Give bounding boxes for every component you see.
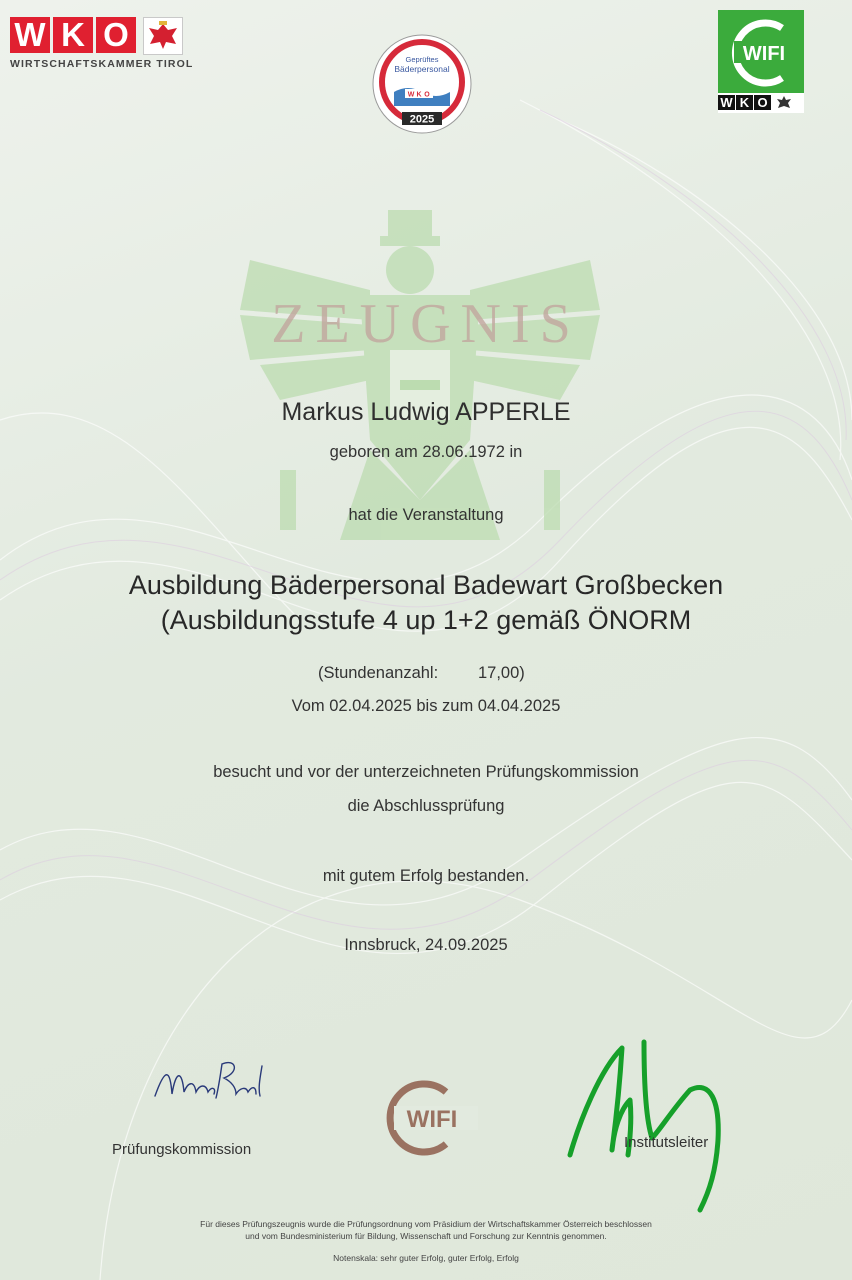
institute-head-label: Institutsleiter	[624, 1134, 709, 1151]
hours-value: 17,00)	[478, 664, 525, 682]
grading-scale: Notenskala: sehr guter Erfolg, guter Erfolg, Erfolg	[333, 1253, 519, 1263]
badge-wko-k: K	[416, 91, 422, 99]
certificate-title: ZEUGNIS	[271, 293, 581, 355]
badge-wko-w: W	[407, 91, 415, 99]
wifi-wko-w: W	[718, 95, 735, 110]
wifi-wko-o: O	[754, 95, 771, 110]
wifi-logo-text: WIFI	[742, 43, 786, 65]
badge-year: 2025	[409, 113, 435, 126]
course-line-2: (Ausbildungsstufe 4 up 1+2 gemäß ÖNORM	[160, 605, 692, 635]
hours-label: (Stundenanzahl:	[318, 664, 439, 682]
gepruefte-baederpersonal-badge	[372, 34, 472, 134]
course-line-1: Ausbildung Bäderpersonal Badewart Großbecken	[128, 570, 724, 600]
wko-letter-o: O	[96, 17, 136, 53]
wifi-seal	[374, 1078, 480, 1158]
wko-letter-w: W	[10, 17, 50, 53]
badge-middle-text: Bäderpersonal	[394, 64, 450, 74]
wifi-seal-text: WIFI	[406, 1106, 458, 1133]
date-range: Vom 02.04.2025 bis zum 04.04.2025	[291, 697, 561, 715]
wko-subtitle: WIRTSCHAFTSKAMMER TIROL	[10, 58, 194, 70]
place-date: Innsbruck, 24.09.2025	[344, 936, 508, 954]
recipient-name: Markus Ludwig APPERLE	[281, 398, 571, 426]
wko-tirol-logo	[10, 17, 193, 70]
footer-line-2: und vom Bundesministerium für Bildung, Wissenschaft und Forschung zur Kenntnis genommen.	[245, 1231, 607, 1241]
examiner-signature	[150, 1048, 280, 1103]
wifi-wko-k: K	[736, 95, 753, 110]
exam-line: die Abschlussprüfung	[347, 797, 505, 815]
footer-line-1: Für dieses Prüfungszeugnis wurde die Prüfungsordnung vom Präsidium der Wirtschaftskammer Österreich beschlossen	[200, 1219, 652, 1229]
badge-top-text: Geprüftes	[405, 55, 439, 64]
badge-wko-o: O	[424, 91, 430, 99]
tirol-eagle-icon	[143, 17, 183, 55]
attended-line: besucht und vor der unterzeichneten Prüfungskommission	[213, 763, 639, 781]
austria-eagle-icon	[776, 95, 792, 110]
institute-head-signature	[560, 1030, 760, 1220]
result-line: mit gutem Erfolg bestanden.	[322, 867, 530, 885]
wifi-logo	[718, 10, 804, 96]
birth-line: geboren am 28.06.1972 in	[329, 443, 523, 461]
wifi-wko-strip	[718, 93, 804, 113]
wko-letter-k: K	[53, 17, 93, 53]
event-intro: hat die Veranstaltung	[348, 506, 504, 524]
examination-committee-label: Prüfungskommission	[112, 1141, 252, 1158]
